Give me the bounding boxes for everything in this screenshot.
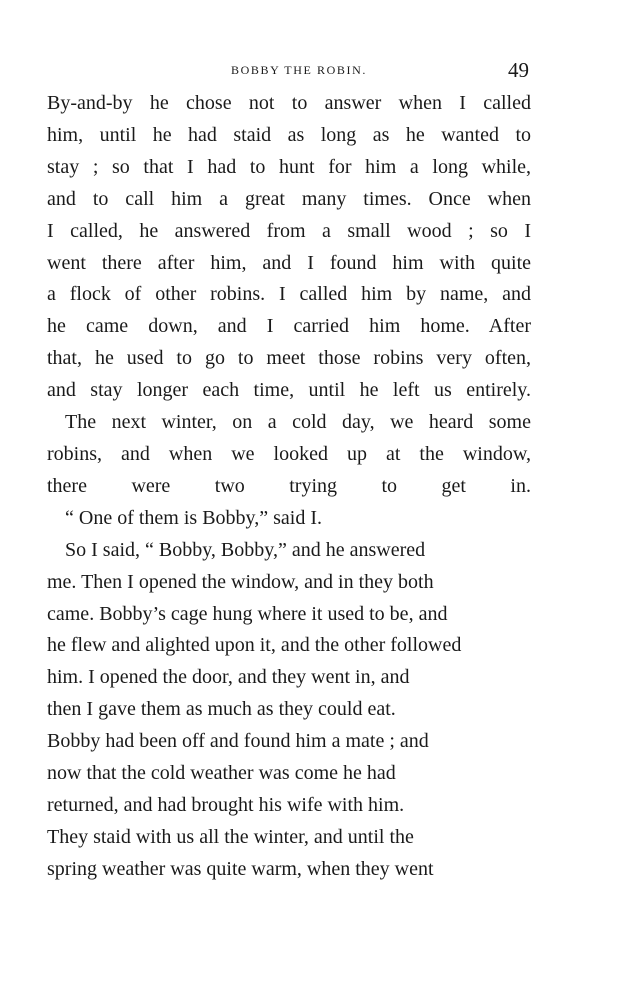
text-line: and stay longer each time, until he left us entirely. <box>47 379 531 402</box>
text-line: stay ; so that I had to hunt for him a long while, <box>47 155 531 178</box>
running-title: BOBBY THE ROBIN. <box>231 63 367 77</box>
text-line: By-and-by he chose not to answer when I called <box>47 92 531 114</box>
text-line: there were two trying to get in. <box>47 474 531 497</box>
text-line: The next winter, on a cold day, we heard some <box>65 411 531 434</box>
text-line: went there after him, and I found him with quite <box>47 251 531 274</box>
text-line: Bobby had been off and found him a mate ; and <box>47 730 429 753</box>
text-line: him, until he had staid as long as he wanted to <box>47 123 531 146</box>
text-line: he flew and alighted upon it, and the other followed <box>47 634 462 657</box>
text-line: “ One of them is Bobby,” said I. <box>65 506 322 529</box>
page-number: 49 <box>508 58 529 82</box>
text-line: him. I opened the door, and they went in, and <box>47 666 410 689</box>
text-line: returned, and had brought his wife with him. <box>47 793 405 816</box>
text-line: a flock of other robins. I called him by name, and <box>47 283 531 306</box>
body-text <box>47 88 531 886</box>
text-line: that, he used to go to meet those robins very often, <box>47 347 531 370</box>
text-line: came. Bobby’s cage hung where it used to be, and <box>47 602 448 625</box>
text-line: spring weather was quite warm, when they went <box>47 857 434 880</box>
paragraph-1 <box>47 88 531 407</box>
paragraph-2 <box>47 407 531 503</box>
text-line: now that the cold weather was come he had <box>47 762 396 785</box>
text-line: me. Then I opened the window, and in they both <box>47 570 434 593</box>
text-line: then I gave them as much as they could eat. <box>47 698 396 721</box>
text-line: robins, and when we looked up at the window, <box>47 442 531 465</box>
paragraph-4 <box>47 535 531 886</box>
text-line: They staid with us all the winter, and until the <box>47 825 414 848</box>
text-line: So I said, “ Bobby, Bobby,” and he answered <box>65 538 426 561</box>
paragraph-3 <box>47 503 531 535</box>
text-line: he came down, and I carried him home. After <box>47 315 531 338</box>
book-page <box>47 58 531 886</box>
running-head <box>47 58 531 88</box>
text-line: and to call him a great many times. Once when <box>47 187 531 210</box>
text-line: I called, he answered from a small wood ; so I <box>47 219 531 242</box>
